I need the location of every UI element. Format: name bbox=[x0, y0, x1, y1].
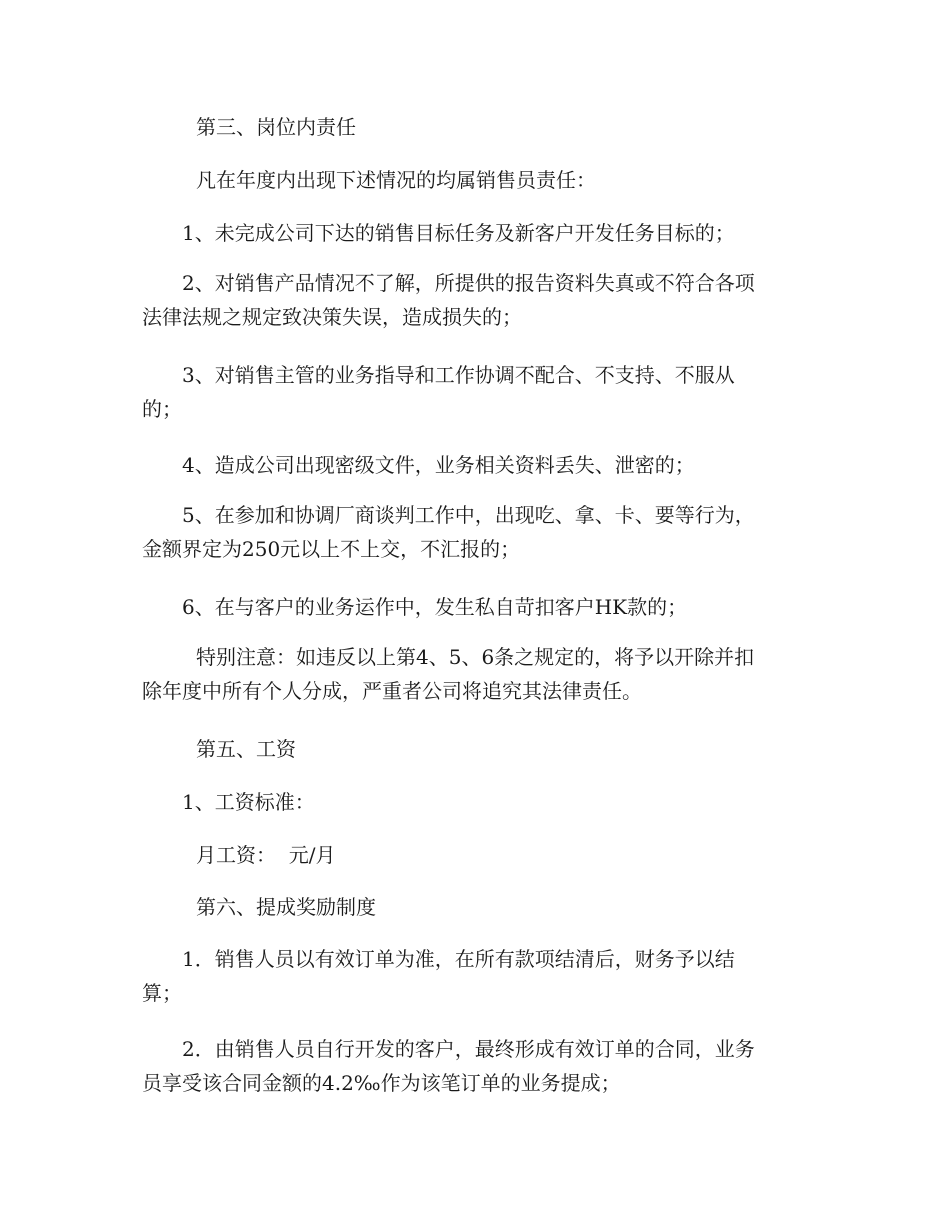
text-line: 2．由销售人员自行开发的客户，最终形成有效订单的合同，业务 bbox=[182, 1037, 755, 1061]
section-heading-3 bbox=[142, 110, 864, 144]
text-line: 第五、工资 bbox=[196, 737, 296, 761]
text-line: 算； bbox=[142, 981, 182, 1005]
list-item-2 bbox=[142, 266, 810, 334]
text-line: 的； bbox=[142, 397, 182, 421]
text-line: 5、在参加和协调厂商谈判工作中，出现吃、拿、卡、要等行为， bbox=[182, 503, 755, 527]
bonus-item-2 bbox=[142, 1032, 810, 1100]
special-note bbox=[142, 640, 810, 708]
text-line: 金额界定为250元以上不上交，不汇报的； bbox=[142, 537, 521, 561]
text-line: 凡在年度内出现下述情况的均属销售员责任： bbox=[196, 168, 596, 192]
text-line: 第六、提成奖励制度 bbox=[196, 895, 376, 919]
text-line: 员享受该合同金额的4.2‰作为该笔订单的业务提成； bbox=[142, 1071, 621, 1095]
text-line: 4、造成公司出现密级文件，业务相关资料丢失、泄密的； bbox=[182, 453, 695, 477]
list-item-3 bbox=[142, 358, 810, 426]
list-item-5 bbox=[142, 498, 810, 566]
bonus-item-1 bbox=[142, 942, 810, 1010]
text-line: 月工资： 元/月 bbox=[196, 843, 336, 867]
text-line: 1、未完成公司下达的销售目标任务及新客户开发任务目标的； bbox=[182, 221, 735, 245]
text-line: 6、在与客户的业务运作中，发生私自苛扣客户HK款的； bbox=[182, 595, 688, 619]
text-line: 特别注意：如违反以上第4、5、6条之规定的，将予以开除并扣 bbox=[196, 645, 755, 669]
list-item-6 bbox=[142, 590, 850, 624]
text-line: 第三、岗位内责任 bbox=[196, 115, 356, 139]
monthly-salary bbox=[142, 838, 864, 872]
text-line: 除年度中所有个人分成，严重者公司将追究其法律责任。 bbox=[142, 679, 642, 703]
list-item-4 bbox=[142, 448, 850, 482]
text-line: 1．销售人员以有效订单为准，在所有款项结清后，财务予以结 bbox=[182, 947, 735, 971]
text-line: 法律法规之规定致决策失误，造成损失的； bbox=[142, 305, 522, 329]
list-item-1 bbox=[142, 216, 850, 250]
text-line: 2、对销售产品情况不了解，所提供的报告资料失真或不符合各项 bbox=[182, 271, 755, 295]
salary-standard bbox=[142, 785, 850, 819]
section-heading-6 bbox=[142, 890, 864, 924]
text-line: 1、工资标准： bbox=[182, 790, 315, 814]
intro-paragraph bbox=[142, 163, 864, 197]
section-heading-5 bbox=[142, 732, 864, 766]
text-line: 3、对销售主管的业务指导和工作协调不配合、不支持、不服从 bbox=[182, 363, 735, 387]
